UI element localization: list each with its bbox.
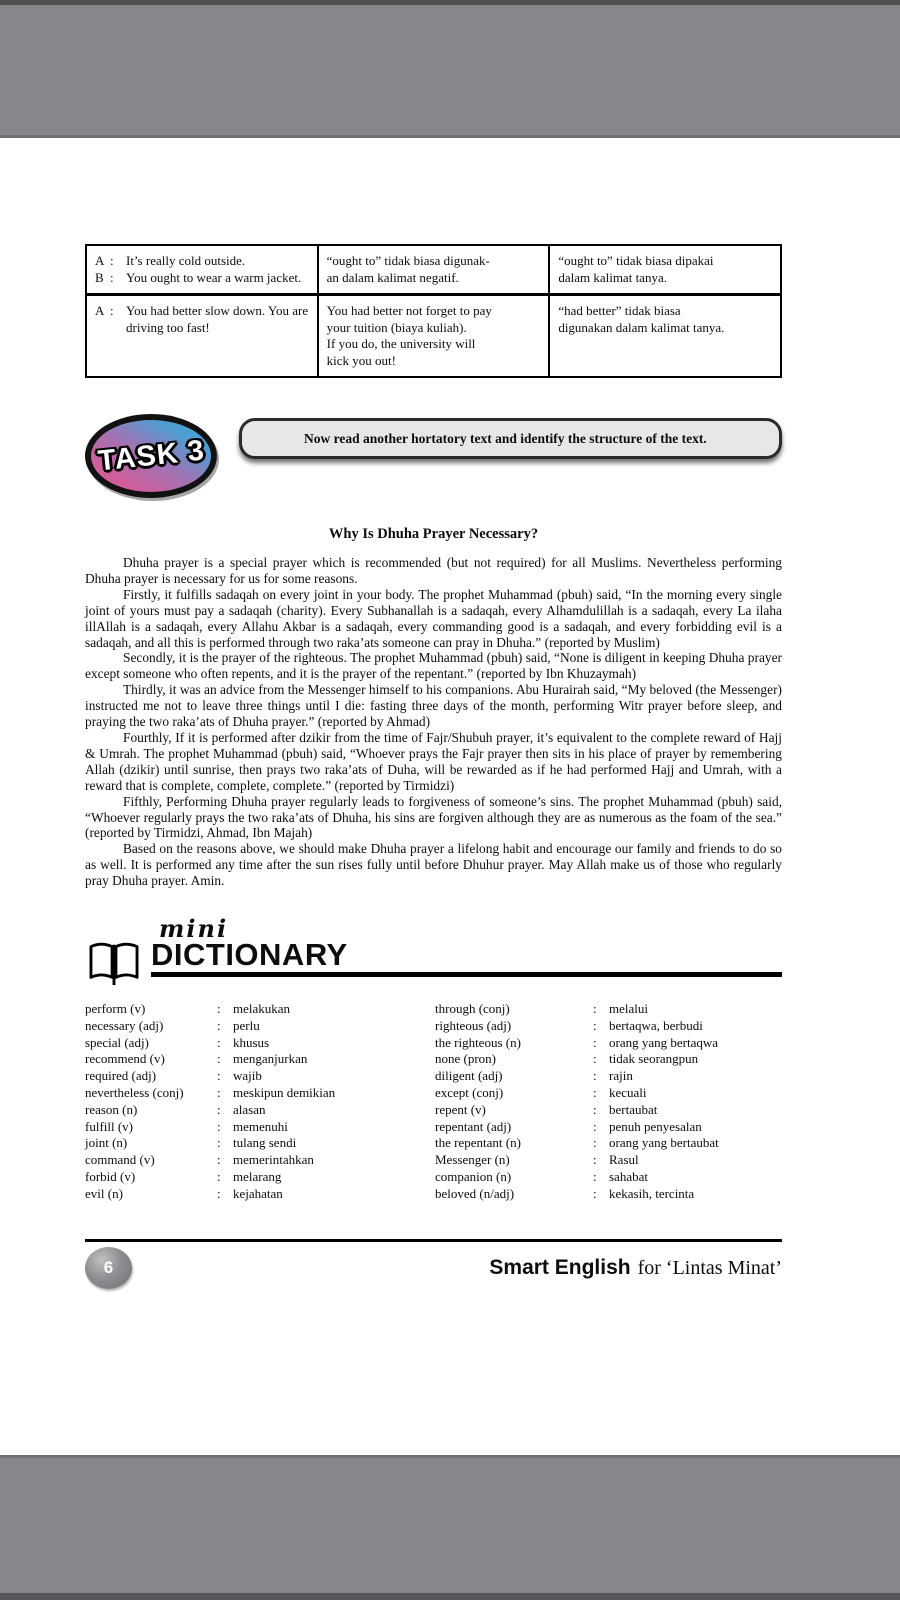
dictionary-separator: : [593, 1118, 597, 1134]
dictionary-meaning: wajib [233, 1068, 262, 1084]
dictionary-separator: : [593, 1169, 597, 1184]
cell-text-line: kick you out! [326, 352, 396, 368]
dictionary-meaning: melarang [233, 1169, 282, 1184]
dictionary-entry [435, 1018, 782, 1035]
dictionary-entry [435, 1186, 782, 1203]
dictionary-meaning: tidak seorangpun [609, 1051, 699, 1067]
dictionary-meaning: melalui [609, 1001, 648, 1017]
dictionary-entry [435, 1135, 782, 1152]
dialogue-speaker: B [95, 269, 104, 285]
dictionary-entry [435, 1102, 782, 1119]
table-cell-example [86, 245, 318, 295]
table-row [86, 245, 781, 295]
table-cell-usage [318, 295, 550, 378]
dictionary-word: repentant (adj) [435, 1118, 512, 1134]
dictionary-meaning: melakukan [233, 1001, 291, 1017]
dictionary-word: the righteous (n) [435, 1034, 521, 1050]
dictionary-meaning: orang yang bertaubat [609, 1135, 719, 1151]
dictionary-word: companion (n) [435, 1169, 512, 1184]
dictionary-column-left [85, 1001, 435, 1203]
dictionary-meaning: khusus [233, 1034, 270, 1050]
instruction-box [239, 418, 782, 459]
dictionary-word: necessary (adj) [85, 1017, 164, 1033]
dictionary-separator: : [593, 1034, 597, 1050]
dictionary-entry [85, 1119, 435, 1136]
dictionary-meaning: alasan [233, 1101, 266, 1117]
dictionary-columns [85, 1001, 782, 1203]
dictionary-meaning: menganjurkan [233, 1051, 308, 1067]
dictionary-word: none (pron) [435, 1051, 497, 1067]
dictionary-separator: : [593, 1051, 597, 1067]
dialogue-separator: : [110, 303, 114, 318]
article-paragraph: Fifthly, Performing Dhuha prayer regularly leads to forgiveness of someone’s sins. The prophet Muhammad (pbuh) said, “Whoever regularly prays the two raka’ats of Dhuha, his sins are forgiven although they are as numerous as the foam of the sea.” (reported by Tirmidzi, Ahmad, Ibn Majah) [85, 793, 782, 841]
table-cell-usage [318, 245, 550, 295]
dictionary-word: except (conj) [435, 1085, 504, 1101]
article-paragraph: Firstly, it fulfills sadaqah on every joint in your body. The prophet Muhammad (pbuh) said, “In the morning every single joint of yours must pay a sadaqah (charity). Every Subhanallah is a sadaqah, every Alhamdulillah is a sadaqah, every La ilaha illAllah is a sadaqah, every Allahu Akbar is a sadaqah, every commanding good is a sadaqah, and every forbidding evil is a sadaqah, and all this is performed through two raka’ats someone can pray in Dhuha.” (reported by Muslim) [85, 586, 782, 650]
dictionary-entry [435, 1051, 782, 1068]
dialogue-separator: : [110, 269, 114, 285]
article-paragraph: Based on the reasons above, we should make Dhuha prayer a lifelong habit and encourage our family and friends to do so as well. It is performed any time after the sun rises fully until before Dhuhur prayer. May Allah make us of those who regularly pray Dhuha prayer. Amin. [85, 841, 782, 889]
dictionary-meaning: kekasih, tercinta [609, 1185, 695, 1201]
dictionary-meaning: tulang sendi [233, 1135, 297, 1151]
dictionary-entry [435, 1119, 782, 1136]
dictionary-word: diligent (adj) [435, 1068, 503, 1084]
dictionary-word: special (adj) [85, 1034, 149, 1050]
brand-subtitle: for ‘Lintas Minat’ [637, 1256, 782, 1279]
dictionary-separator: : [217, 1101, 221, 1117]
dictionary-separator: : [593, 1017, 597, 1033]
dictionary-meaning: kecuali [609, 1085, 647, 1101]
dictionary-column-right [435, 1001, 782, 1203]
dictionary-word: joint (n) [85, 1135, 128, 1151]
dictionary-meaning: meskipun demikian [233, 1085, 336, 1101]
dictionary-separator: : [217, 1152, 221, 1168]
dictionary-meaning: memerintahkan [233, 1152, 314, 1168]
dialogue-line [95, 303, 309, 336]
bottom-gray-bar [0, 1455, 900, 1600]
dictionary-meaning: Rasul [609, 1152, 639, 1168]
dictionary-separator: : [593, 1185, 597, 1201]
dictionary-separator: : [217, 1034, 221, 1050]
dialogue-speaker: A [95, 253, 105, 268]
dictionary-meaning: rajin [609, 1068, 633, 1084]
table-cell-note [549, 295, 781, 378]
table-row [86, 295, 781, 378]
cell-text-line: “had better” tidak biasa [558, 303, 681, 318]
dictionary-header [85, 914, 782, 977]
document-page [0, 138, 900, 1455]
dictionary-entry [85, 1001, 435, 1018]
dictionary-entry [435, 1085, 782, 1102]
dictionary-word: repent (v) [435, 1101, 486, 1117]
dictionary-separator: : [217, 1017, 221, 1033]
dialogue-text: It’s really cold outside. [126, 253, 246, 268]
dictionary-separator: : [593, 1152, 597, 1168]
table-cell-example [86, 295, 318, 378]
cell-text-line: dalam kalimat tanya. [558, 269, 667, 285]
dictionary-entry [85, 1018, 435, 1035]
page-footer [85, 1239, 782, 1289]
dialogue-text: You ought to wear a warm jacket. [126, 269, 302, 285]
instruction-text: Now read another hortatory text and identify the structure of the text. [304, 431, 707, 446]
dictionary-separator: : [217, 1185, 221, 1201]
open-book-icon [85, 938, 143, 986]
cell-text-line: If you do, the university will [326, 336, 476, 351]
dictionary-word: fulfill (v) [85, 1118, 134, 1134]
dictionary-meaning: memenuhi [233, 1118, 288, 1134]
dictionary-entry [435, 1001, 782, 1018]
dictionary-entry [85, 1035, 435, 1052]
article-paragraph: Secondly, it is the prayer of the righteous. The prophet Muhammad (pbuh) said, “None is diligent in keeping Dhuha prayer except someone who often repents, and it is the prayer of the repentant.” (reported by Ibn Khuzaymah) [85, 650, 782, 682]
dictionary-meaning: orang yang bertaqwa [609, 1034, 719, 1050]
dialogue-speaker: A [95, 303, 105, 318]
dictionary-entry [85, 1135, 435, 1152]
table-cell-note [549, 245, 781, 295]
dictionary-entry [85, 1169, 435, 1186]
dictionary-title: DICTIONARY [151, 937, 348, 973]
cell-text-line: digunakan dalam kalimat tanya. [558, 319, 725, 335]
brand-title: Smart English [489, 1255, 631, 1279]
dictionary-separator: : [217, 1085, 221, 1101]
dictionary-word: perform (v) [85, 1001, 146, 1017]
dictionary-separator: : [217, 1135, 221, 1151]
article-paragraph: Fourthly, If it is performed after dzikir from the time of Fajr/Shubuh prayer, it’s equivalent to the complete reward of Hajj & Umrah. The prophet Muhammad (pbuh) said, “Whoever prays the Fajr prayer then sits in his place of prayer by remembering Allah (dzikir) until sunrise, then prays two raka’ats of Duha, will be rewarded as if he had performed Hajj and Umrah, with a reward that is complete, complete, complete.” (reported by Tirmidzi) [85, 729, 782, 793]
dictionary-titles [151, 914, 782, 977]
dictionary-meaning: penuh penyesalan [609, 1118, 702, 1134]
dialogue-separator: : [110, 253, 114, 268]
article-paragraph: Dhuha prayer is a special prayer which is recommended (but not required) for all Muslims. Nevertheless performing Dhuha prayer is necessary for us for some reasons. [85, 555, 782, 586]
dictionary-mini-label: mini [159, 914, 229, 944]
dictionary-word: the repentant (n) [435, 1135, 521, 1151]
article-title: Why Is Dhuha Prayer Necessary? [328, 526, 539, 542]
dictionary-word: forbid (v) [85, 1169, 136, 1184]
article-paragraph: Thirdly, it was an advice from the Messenger himself to his companions. Abu Hurairah said, “My beloved (the Messenger) instructed me not to leave three things until I die: fasting three days of the month, performing Witr prayer before sleep, and praying the two raka’ats of Dhuha prayer.” (reported by Ahmad) [85, 682, 782, 730]
dictionary-separator: : [593, 1101, 597, 1117]
dictionary-meaning: perlu [233, 1017, 260, 1033]
page-number: 6 [103, 1257, 114, 1277]
dictionary-entry [435, 1152, 782, 1169]
cell-text-line: You had better not forget to pay [326, 303, 492, 318]
dictionary-word: recommend (v) [85, 1051, 165, 1067]
dictionary-entry [85, 1186, 435, 1203]
book-brand [489, 1256, 782, 1280]
dictionary-entry [85, 1068, 435, 1085]
dictionary-word: nevertheless (conj) [85, 1085, 184, 1101]
dictionary-entry [85, 1085, 435, 1102]
dictionary-meaning: bertaqwa, berbudi [609, 1017, 703, 1033]
dictionary-separator: : [217, 1118, 221, 1134]
cell-text-line: an dalam kalimat negatif. [326, 269, 459, 285]
dictionary-word: command (v) [85, 1152, 155, 1168]
dictionary-separator: : [593, 1068, 597, 1084]
dictionary-separator: : [217, 1051, 221, 1067]
dictionary-entry [435, 1169, 782, 1186]
dictionary-word: righteous (adj) [435, 1017, 512, 1033]
dictionary-meaning: kejahatan [233, 1185, 283, 1201]
dictionary-separator: : [593, 1001, 597, 1017]
dictionary-separator: : [217, 1068, 221, 1084]
cell-text-line: your tuition (biaya kuliah). [326, 319, 467, 335]
dialogue-text: You had better slow down. You are driving too fast! [126, 303, 309, 335]
dictionary-separator: : [593, 1135, 597, 1151]
dictionary-entry [85, 1102, 435, 1119]
dictionary-separator: : [217, 1001, 221, 1017]
dictionary-word: beloved (n/adj) [435, 1185, 515, 1201]
dictionary-meaning: sahabat [609, 1169, 648, 1184]
dictionary-word: evil (n) [85, 1185, 123, 1201]
cell-text-line: “ought to” tidak biasa dipakai [558, 253, 714, 268]
dictionary-word: required (adj) [85, 1068, 157, 1084]
article-body [85, 555, 782, 889]
dialogue-line [95, 253, 309, 270]
dictionary-separator: : [217, 1169, 221, 1184]
cell-text-line: “ought to” tidak biasa digunak- [326, 253, 490, 268]
dictionary-meaning: bertaubat [609, 1101, 658, 1117]
task-3-badge-label: TASK 3 [96, 433, 206, 478]
task-section [85, 414, 782, 504]
dictionary-entry [435, 1068, 782, 1085]
dictionary-entry [85, 1152, 435, 1169]
page-number-badge [85, 1247, 132, 1289]
dictionary-word: Messenger (n) [435, 1152, 510, 1168]
dictionary-word: through (conj) [435, 1001, 510, 1017]
dictionary-separator: : [593, 1085, 597, 1101]
dictionary-word: reason (n) [85, 1101, 138, 1117]
dictionary-entry [435, 1035, 782, 1052]
top-gray-bar [0, 0, 900, 138]
dialogue-line [95, 270, 309, 287]
page-content [85, 138, 782, 1289]
task-3-badge [85, 414, 217, 498]
grammar-table [85, 244, 782, 378]
dictionary-entry [85, 1051, 435, 1068]
